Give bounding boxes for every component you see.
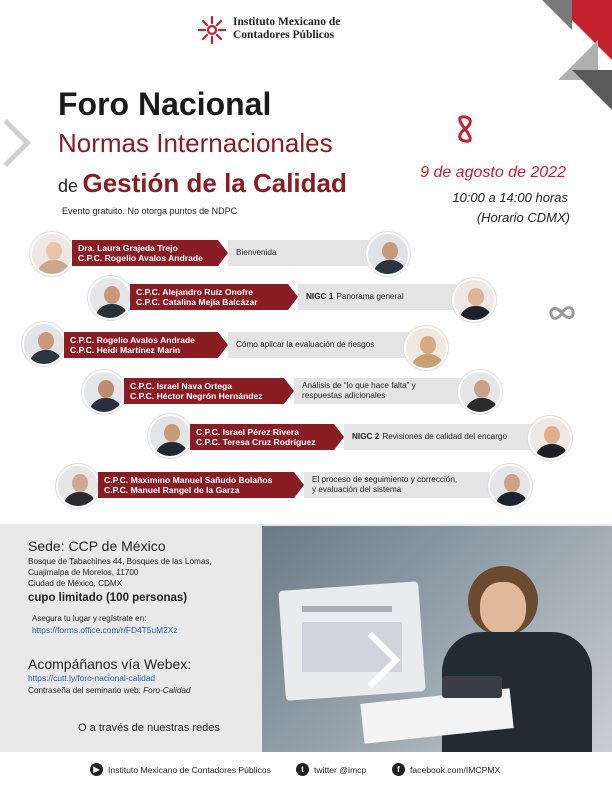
speaker-photo: [366, 232, 410, 276]
speaker-name: C.P.C. Rogelio Avalos Andrade: [70, 335, 195, 345]
title-line2: Normas Internacionales: [58, 128, 333, 158]
speaker-photo: [22, 322, 66, 366]
register-link[interactable]: https://forms.office.com/r/FD4T5uM2Xz: [32, 625, 178, 635]
speaker-name: C.P.C. Heidi Martínez Marín: [70, 345, 181, 355]
title-line3: [58, 168, 347, 199]
topic-band: [304, 472, 490, 498]
band-arrow: [288, 284, 298, 310]
youtube-icon: ▶: [90, 763, 103, 776]
venue-address: [28, 556, 212, 589]
speakers-band: [124, 378, 284, 404]
speaker-name: C.P.C. Manuel Rangel de la Garza: [104, 485, 240, 495]
band-arrow: [284, 378, 294, 404]
speakers-band: [190, 424, 334, 450]
band-arrow: [334, 424, 344, 450]
topic-band: [344, 424, 534, 450]
twitter-link[interactable]: [296, 763, 366, 776]
title-line3-prefix: de: [58, 176, 79, 196]
capacity-text: cupo limitado (100 personas): [28, 592, 188, 604]
event-timezone: (Horario CDMX): [476, 210, 570, 225]
band-arrow: [218, 332, 228, 358]
session-topic: Cómo aplicar la evaluación de riesgos: [236, 340, 375, 349]
speaker-name: C.P.C. Israel Nava Ortega: [130, 381, 233, 391]
speaker-name: C.P.C. Héctor Negrón Hernández: [130, 391, 263, 401]
speaker-photo: [458, 370, 502, 414]
youtube-label: Instituto Mexicano de Contadores Públicos: [108, 764, 271, 775]
top-right-decoration: [500, 0, 612, 110]
password-label: Contraseña del seminario web:: [28, 686, 141, 695]
topic-band: [298, 284, 456, 310]
speaker-photo: [56, 464, 100, 508]
speaker-name: Dra. Laura Grajeda Trejo: [78, 243, 178, 253]
speaker-name: C.P.C. Teresa Cruz Rodríguez: [196, 437, 316, 447]
webex-link[interactable]: https://cutt.ly/foro-nacional-calidad: [28, 673, 156, 683]
session-topic: Análisis de “lo que hace falta” y: [302, 381, 416, 390]
infinity-gray-icon: [546, 298, 578, 328]
speaker-photo: [452, 278, 496, 322]
session-topic-line2: y evaluación del sistema: [312, 485, 402, 494]
session-topic-line2: respuestas adicionales: [302, 391, 386, 400]
session-topic: Revisiones de calidad del encargo: [382, 432, 508, 441]
register-label: Asegura tu lugar y regístrate en:: [32, 614, 147, 623]
org-name-line1: Instituto Mexicano de: [233, 16, 341, 28]
woman-at-computer-photo: [262, 526, 612, 752]
webex-password: [28, 686, 190, 695]
session-topic-code: NIGC 1: [306, 292, 334, 301]
twitter-label: twitter @imcp: [314, 764, 367, 775]
speaker-name: C.P.C. Rogelio Avalos Andrade: [78, 253, 203, 263]
session-topic: Bienvenida: [236, 248, 277, 257]
topic-band: [294, 378, 466, 404]
band-arrow: [218, 240, 228, 266]
speaker-photo: [404, 326, 448, 370]
speaker-name: C.P.C. Maximino Manuel Sañudo Bolaños: [104, 475, 273, 485]
topic-band: [228, 240, 374, 266]
address-line: Cuajimalpa de Morelos, 11700: [28, 568, 139, 577]
facebook-label: facebook.com/IMCPMX: [410, 764, 501, 775]
speaker-photo: [82, 370, 126, 414]
facebook-icon: f: [392, 763, 405, 776]
session-topic: El proceso de seguimiento y corrección,: [312, 475, 458, 484]
event-time: 10:00 a 14:00 horas: [452, 190, 568, 205]
session-topic: Panorama general: [336, 292, 404, 301]
org-name: [233, 16, 340, 42]
speaker-name: C.P.C. Catalina Mejía Balcázar: [136, 297, 258, 307]
topic-band: [228, 332, 410, 358]
title-line3-main: Gestión de la Calidad: [82, 168, 347, 198]
speaker-photo: [148, 414, 192, 458]
speakers-band: [64, 332, 218, 358]
speaker-photo: [488, 464, 532, 508]
speaker-photo: [528, 416, 572, 460]
twitter-icon: t: [296, 763, 309, 776]
title-line1: Foro Nacional: [58, 86, 272, 122]
social-intro: O a través de nuestras redes: [78, 722, 220, 734]
infinity-red-icon: [456, 114, 474, 144]
password-value: Foro-Calidad: [143, 686, 191, 695]
event-date: 9 de agosto de 2022: [420, 164, 566, 181]
address-line: Ciudad de México, CDMX: [28, 579, 123, 588]
facebook-link[interactable]: [392, 763, 500, 776]
imcp-logo-icon: [196, 14, 228, 46]
org-name-line2: Contadores Públicos: [233, 29, 335, 41]
speaker-name: C.P.C. Israel Pérez Rivera: [196, 427, 300, 437]
address-line: Bosque de Tabachines 44, Bosques de las Lomas,: [28, 557, 212, 566]
youtube-link[interactable]: [90, 763, 271, 776]
speakers-band: [72, 240, 218, 266]
webex-title: Acompáñanos vía Webex:: [28, 656, 192, 672]
speaker-name: C.P.C. Alejandro Ruíz Onofre: [136, 287, 253, 297]
event-note: Evento gratuito. No otorga puntos de NDPC: [62, 206, 238, 216]
session-topic-code: NIGC 2: [352, 432, 380, 441]
speaker-photo: [88, 276, 132, 320]
left-chevron-decoration: [0, 119, 31, 167]
speaker-photo: [30, 232, 74, 276]
band-arrow: [294, 472, 304, 498]
venue-title: Sede: CCP de México: [28, 538, 166, 554]
speakers-band: [98, 472, 294, 498]
speakers-band: [130, 284, 288, 310]
